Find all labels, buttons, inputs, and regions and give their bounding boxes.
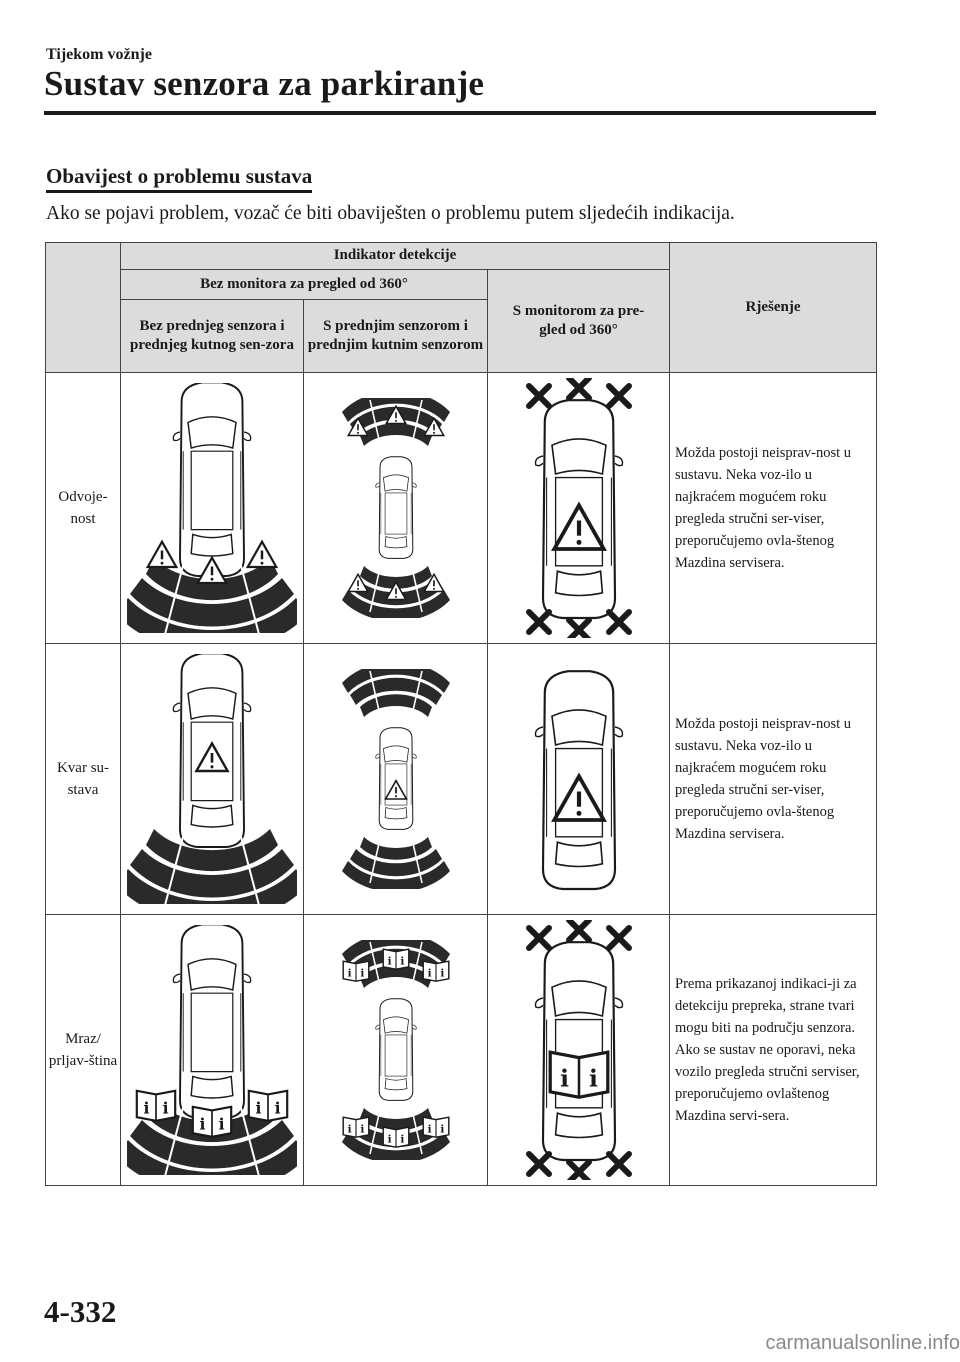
- figure-cell: [488, 644, 670, 915]
- manual-book-icon: [550, 1052, 608, 1097]
- x-mark-icon: [609, 612, 629, 632]
- car-360-disconnect-figure: [509, 378, 649, 638]
- car-360-failure-figure: [509, 649, 649, 909]
- solution-cell: [670, 644, 877, 915]
- table-row: [46, 644, 877, 915]
- x-mark-icon: [529, 612, 549, 632]
- car-front-frost-figure: [331, 940, 461, 1160]
- condition-cell: [46, 373, 121, 644]
- head-with-360: S monitorom za pre-gled od 360°: [488, 270, 670, 373]
- x-mark-icon: [569, 920, 589, 940]
- head-no-front-sensor: Bez prednjeg senzora i prednjeg kutnog sen-zora: [121, 300, 304, 373]
- x-mark-icon: [569, 1162, 589, 1180]
- section-label: Tijekom vožnje: [46, 46, 152, 63]
- figure-cell: [488, 915, 670, 1186]
- figure-cell: [304, 644, 488, 915]
- corner-cell: [46, 243, 121, 373]
- x-mark-icon: [569, 620, 589, 638]
- manual-book-icon: [249, 1091, 287, 1121]
- x-mark-icon: [609, 928, 629, 948]
- figure-cell: [121, 915, 304, 1186]
- page-title: Sustav senzora za parkiranje: [44, 64, 485, 103]
- watermark: carmanualsonline.info: [765, 1332, 960, 1354]
- title-rule: [44, 111, 876, 115]
- condition-cell: [46, 915, 121, 1186]
- manual-book-icon: [343, 961, 369, 981]
- solution-cell: [670, 915, 877, 1186]
- table-row: [46, 915, 877, 1186]
- manual-book-icon: [383, 1127, 409, 1147]
- car-front-failure-figure: [331, 669, 461, 889]
- figure-cell: [121, 373, 304, 644]
- solution-cell: [670, 373, 877, 644]
- car-rear-failure-figure: [127, 654, 297, 904]
- page-number: 4-332: [44, 1294, 117, 1329]
- manual-book-icon: [383, 949, 409, 969]
- solution-text: Možda postoji neisprav-nost u sustavu. Neka voz-ilo u najkraćem mogućem roku pregleda stručni ser-viser, preporučujemo ovla-štenog Mazdina servisera.: [675, 715, 852, 843]
- x-mark-icon: [569, 378, 589, 398]
- condition-label: Odvoje-nost: [58, 488, 108, 527]
- figure-cell: [304, 373, 488, 644]
- condition-cell: [46, 644, 121, 915]
- head-indicator: Indikator detekcije: [121, 243, 670, 270]
- condition-label: Kvar su-stava: [56, 759, 110, 798]
- car-front-disconnect-figure: [331, 398, 461, 618]
- solution-text: Možda postoji neisprav-nost u sustavu. Neka voz-ilo u najkraćem mogućem roku pregleda stručni ser-viser, preporučujemo ovla-štenog Mazdina servisera.: [675, 444, 852, 572]
- head-front-sensor: S prednjim senzorom i prednjim kutnim senzorom: [304, 300, 488, 373]
- table-row: [46, 373, 877, 644]
- solution-text: Prema prikazanoj indikaci-ji za detekciju prepreka, strane tvari mogu biti na području senzora. Ako se sustav ne oporavi, neka vozilo pregleda stručni serviser, preporučujemo ovlaštenog Mazdina servi-sera.: [675, 975, 860, 1125]
- head-solution: Rješenje: [670, 243, 877, 373]
- x-mark-icon: [529, 928, 549, 948]
- manual-book-icon: [193, 1107, 231, 1137]
- head-without-360: Bez monitora za pregled od 360°: [121, 270, 488, 300]
- warning-triangle-icon: [148, 542, 177, 567]
- x-mark-icon: [609, 1154, 629, 1174]
- condition-label: Mraz/ prljav-ština: [48, 1030, 118, 1069]
- x-mark-icon: [529, 1154, 549, 1174]
- car-360-frost-figure: [509, 920, 649, 1180]
- manual-book-icon: [423, 1117, 449, 1137]
- manual-book-icon: [343, 1117, 369, 1137]
- x-mark-icon: [609, 386, 629, 406]
- warning-triangle-icon: [248, 542, 277, 567]
- x-mark-icon: [529, 386, 549, 406]
- figure-cell: [488, 373, 670, 644]
- indication-table: [45, 242, 877, 1186]
- manual-book-icon: [423, 961, 449, 981]
- figure-cell: [304, 915, 488, 1186]
- car-rear-disconnect-figure: [127, 383, 297, 633]
- subheading: Obavijest o problemu sustava: [46, 164, 312, 193]
- figure-cell: [121, 644, 304, 915]
- car-rear-frost-figure: [127, 925, 297, 1175]
- manual-book-icon: [137, 1091, 175, 1121]
- intro-text: Ako se pojavi problem, vozač će biti obaviješten o problemu putem sljedećih indikacija.: [46, 203, 735, 224]
